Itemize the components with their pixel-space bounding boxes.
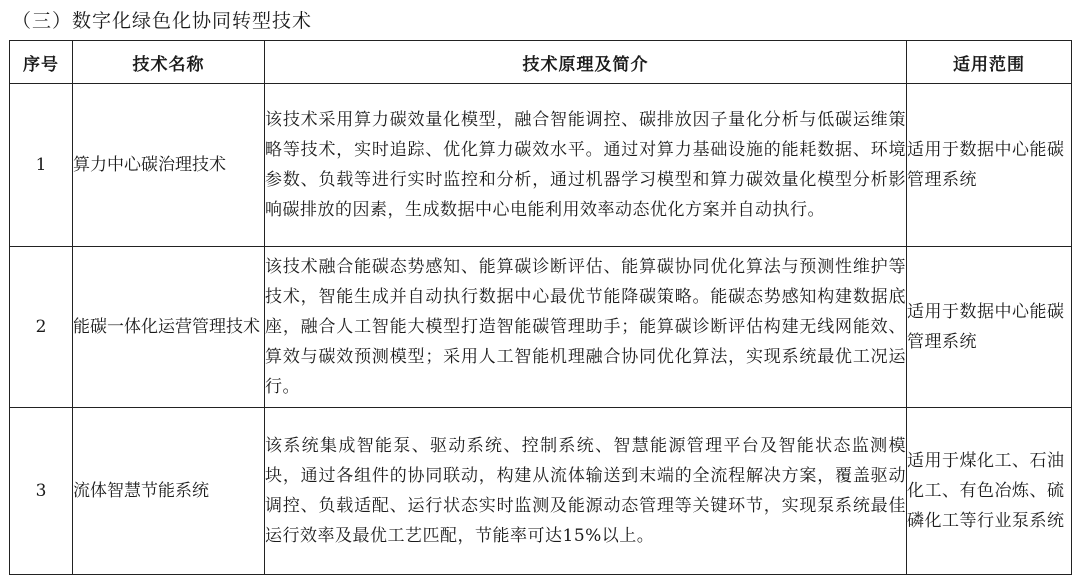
row-index: 2 xyxy=(10,247,73,408)
row-scope: 适用于数据中心能碳管理系统 xyxy=(907,84,1072,247)
row-description: 该技术采用算力碳效量化模型，融合智能调控、碳排放因子量化分析与低碳运维策略等技术，实时追踪、优化算力碳效水平。通过对算力基础设施的能耗数据、环境参数、负载等进行实时监控和分析，通过机器学习模型和算力碳效量化模型分析影响碳排放的因素，生成数据中心电能利用效率动态优化方案并自动执行。 xyxy=(265,84,907,247)
header-scope: 适用范围 xyxy=(907,41,1072,84)
table-row xyxy=(10,84,1072,247)
table-row xyxy=(10,408,1072,575)
header-index: 序号 xyxy=(10,41,73,84)
table-header-row xyxy=(10,41,1072,84)
row-tech-name: 能碳一体化运营管理技术 xyxy=(73,247,265,408)
row-tech-name: 流体智慧节能系统 xyxy=(73,408,265,575)
row-index: 1 xyxy=(10,84,73,247)
technology-table xyxy=(9,40,1072,575)
table-row xyxy=(10,247,1072,408)
header-description: 技术原理及简介 xyxy=(265,41,907,84)
row-tech-name: 算力中心碳治理技术 xyxy=(73,84,265,247)
header-tech-name: 技术名称 xyxy=(73,41,265,84)
row-scope: 适用于数据中心能碳管理系统 xyxy=(907,247,1072,408)
row-index: 3 xyxy=(10,408,73,575)
row-description: 该系统集成智能泵、驱动系统、控制系统、智慧能源管理平台及智能状态监测模块，通过各组件的协同联动，构建从流体输送到末端的全流程解决方案，覆盖驱动调控、负载适配、运行状态实时监测及能源动态管理等关键环节，实现泵系统最佳运行效率及最优工艺匹配，节能率可达15%以上。 xyxy=(265,408,907,575)
row-description: 该技术融合能碳态势感知、能算碳诊断评估、能算碳协同优化算法与预测性维护等技术，智能生成并自动执行数据中心最优节能降碳策略。能碳态势感知构建数据底座，融合人工智能大模型打造智能碳管理助手；能算碳诊断评估构建无线网能效、算效与碳效预测模型；采用人工智能机理融合协同优化算法，实现系统最优工况运行。 xyxy=(265,247,907,408)
section-title: （三）数字化绿色化协同转型技术 xyxy=(12,10,313,32)
row-scope: 适用于煤化工、石油化工、有色冶炼、硫磷化工等行业泵系统 xyxy=(907,408,1072,575)
